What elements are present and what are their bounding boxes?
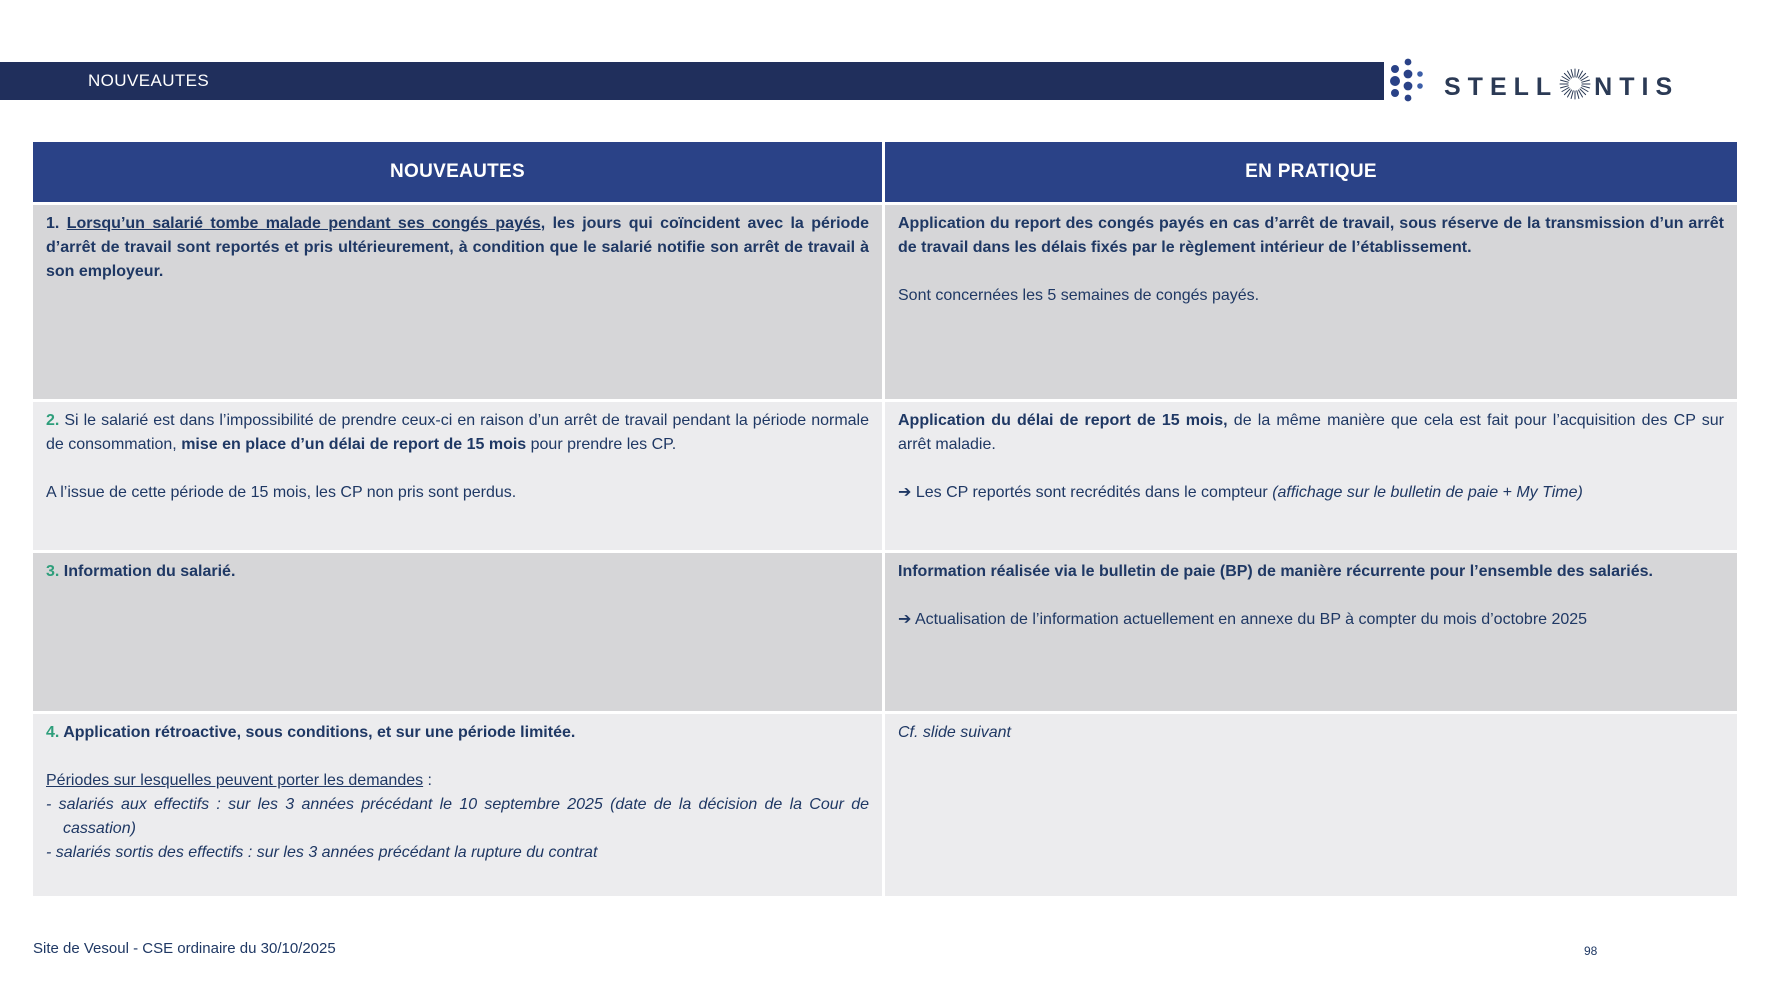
cell-pratique-1: Application du report des congés payés en cas d’arrêt de travail, sous réserve de la transmission d’un arrêt de travail dans les délais fixés par le règlement intérieur de l’établissement. Sont concernées les 5 semaines de congés payés. xyxy=(885,205,1737,399)
col-header-en-pratique: EN PRATIQUE xyxy=(885,142,1737,202)
title-band xyxy=(0,62,1384,100)
stellantis-logo-text-left: STELL xyxy=(1444,72,1559,101)
table-row xyxy=(33,205,1737,399)
cell-nouveautes-4: 4. Application rétroactive, sous conditions, et sur une période limitée. Périodes sur lesquelles peuvent porter les demandes : - salariés aux effectifs : sur les 3 années précédant le 10 septembre 2025 (date de la décision de la Cour de cassation) - salariés sortis des effectifs : sur les 3 années précédant la rupture du contrat xyxy=(33,714,882,896)
table-row xyxy=(33,553,1737,711)
col-header-nouveautes: NOUVEAUTES xyxy=(33,142,882,202)
slide-title: NOUVEAUTES xyxy=(88,71,210,90)
cell-pratique-2: Application du délai de report de 15 mois, de la même manière que cela est fait pour l’acquisition des CP sur arrêt maladie. ➔ Les CP reportés sont recrédités dans le compteur (affichage sur le bulletin de paie + My Time) xyxy=(885,402,1737,550)
nouveautes-table xyxy=(33,142,1737,896)
stellantis-dots-icon xyxy=(1387,56,1431,111)
stellantis-a-burst-icon xyxy=(1558,67,1592,108)
stellantis-logo-text-right: NTIS xyxy=(1594,72,1680,101)
table-row xyxy=(33,402,1737,550)
stellantis-logo xyxy=(1444,68,1679,106)
footer-site-label: Site de Vesoul - CSE ordinaire du 30/10/2025 xyxy=(33,940,336,957)
cell-nouveautes-1: 1. Lorsqu’un salarié tombe malade pendant ses congés payés, les jours qui coïncident avec la période d’arrêt de travail sont reportés et pris ultérieurement, à condition que le salarié notifie son arrêt de travail à son employeur. xyxy=(33,205,882,399)
cell-pratique-3: Information réalisée via le bulletin de paie (BP) de manière récurrente pour l’ensemble des salariés. ➔ Actualisation de l’information actuellement en annexe du BP à compter du mois d’octobre 2025 xyxy=(885,553,1737,711)
cell-nouveautes-3: 3. Information du salarié. xyxy=(33,553,882,711)
table-row xyxy=(33,714,1737,896)
cell-nouveautes-2: 2. Si le salarié est dans l’impossibilité de prendre ceux-ci en raison d’un arrêt de travail pendant la période normale de consommation, mise en place d’un délai de report de 15 mois pour prendre les CP. A l’issue de cette période de 15 mois, les CP non pris sont perdus. xyxy=(33,402,882,550)
page-number: 98 xyxy=(1584,944,1598,958)
cell-pratique-4: Cf. slide suivant xyxy=(885,714,1737,896)
table-header-row xyxy=(33,142,1737,202)
